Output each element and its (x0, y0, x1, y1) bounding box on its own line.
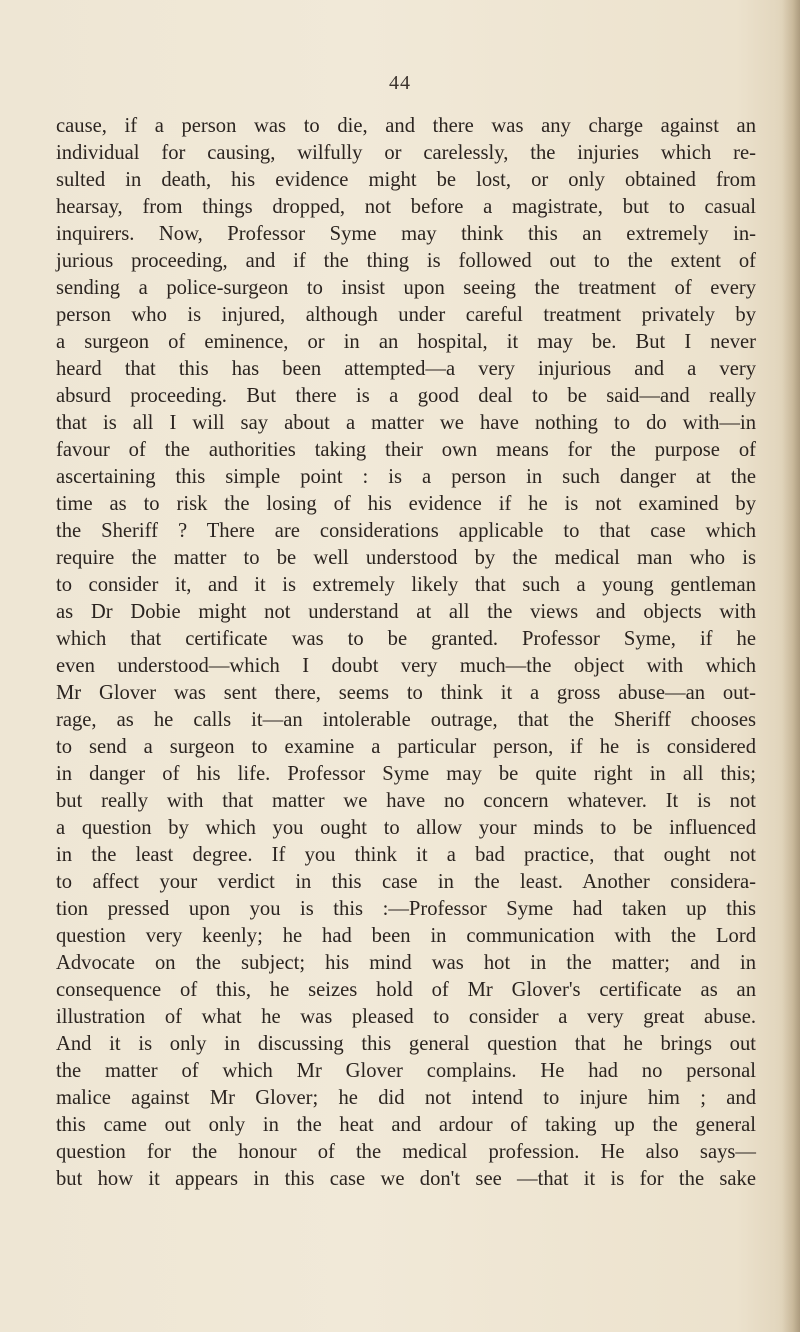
text-line: question for the honour of the medical profession. He also says— (56, 1141, 756, 1163)
text-line: heard that this has been attempted—a very injurious and a very (56, 358, 756, 380)
text-line: inquirers. Now, Professor Syme may think this an extremely in- (56, 223, 756, 245)
page-number: 44 (389, 72, 411, 94)
text-line: Mr Glover was sent there, seems to think it a gross abuse—an out- (56, 682, 756, 704)
text-line: illustration of what he was pleased to consider a very great abuse. (56, 1006, 756, 1028)
text-line: but really with that matter we have no concern whatever. It is not (56, 790, 756, 812)
text-line: ascertaining this simple point : is a person in such danger at the (56, 466, 756, 488)
text-line: that is all I will say about a matter we have nothing to do with—in (56, 412, 756, 434)
text-line: to consider it, and it is extremely likely that such a young gentleman (56, 574, 756, 596)
body-text (56, 113, 756, 1193)
page-edge-shadow (782, 0, 800, 1332)
text-line: jurious proceeding, and if the thing is followed out to the extent of (56, 250, 756, 272)
text-line: as Dr Dobie might not understand at all the views and objects with (56, 601, 756, 623)
text-line: rage, as he calls it—an intolerable outrage, that the Sheriff chooses (56, 709, 756, 731)
text-line: a question by which you ought to allow your minds to be influenced (56, 817, 756, 839)
text-line: in danger of his life. Professor Syme may be quite right in all this; (56, 763, 756, 785)
text-line: this came out only in the heat and ardour of taking up the general (56, 1114, 756, 1136)
text-line: question very keenly; he had been in communication with the Lord (56, 925, 756, 947)
text-line: require the matter to be well understood by the medical man who is (56, 547, 756, 569)
text-line: even understood—which I doubt very much—the object with which (56, 655, 756, 677)
text-line: malice against Mr Glover; he did not intend to injure him ; and (56, 1087, 756, 1109)
text-line: but how it appears in this case we don't see —that it is for the sake (56, 1168, 756, 1190)
text-line: hearsay, from things dropped, not before a magistrate, but to casual (56, 196, 756, 218)
text-line: person who is injured, although under careful treatment privately by (56, 304, 756, 326)
text-line: cause, if a person was to die, and there was any charge against an (56, 115, 756, 137)
text-line: time as to risk the losing of his evidence if he is not examined by (56, 493, 756, 515)
text-line: absurd proceeding. But there is a good deal to be said—and really (56, 385, 756, 407)
text-line: to affect your verdict in this case in the least. Another considera- (56, 871, 756, 893)
text-line: to send a surgeon to examine a particular person, if he is considered (56, 736, 756, 758)
text-line: consequence of this, he seizes hold of Mr Glover's certificate as an (56, 979, 756, 1001)
text-line: sulted in death, his evidence might be lost, or only obtained from (56, 169, 756, 191)
text-line: in the least degree. If you think it a bad practice, that ought not (56, 844, 756, 866)
text-line: the matter of which Mr Glover complains. He had no personal (56, 1060, 756, 1082)
text-line: individual for causing, wilfully or carelessly, the injuries which re- (56, 142, 756, 164)
text-line: tion pressed upon you is this :—Professor Syme had taken up this (56, 898, 756, 920)
text-line: And it is only in discussing this general question that he brings out (56, 1033, 756, 1055)
text-line: sending a police-surgeon to insist upon seeing the treatment of every (56, 277, 756, 299)
text-line: which that certificate was to be granted. Professor Syme, if he (56, 628, 756, 650)
text-line: a surgeon of eminence, or in an hospital, it may be. But I never (56, 331, 756, 353)
text-line: favour of the authorities taking their own means for the purpose of (56, 439, 756, 461)
text-line: Advocate on the subject; his mind was hot in the matter; and in (56, 952, 756, 974)
text-line: the Sheriff ? There are considerations applicable to that case which (56, 520, 756, 542)
